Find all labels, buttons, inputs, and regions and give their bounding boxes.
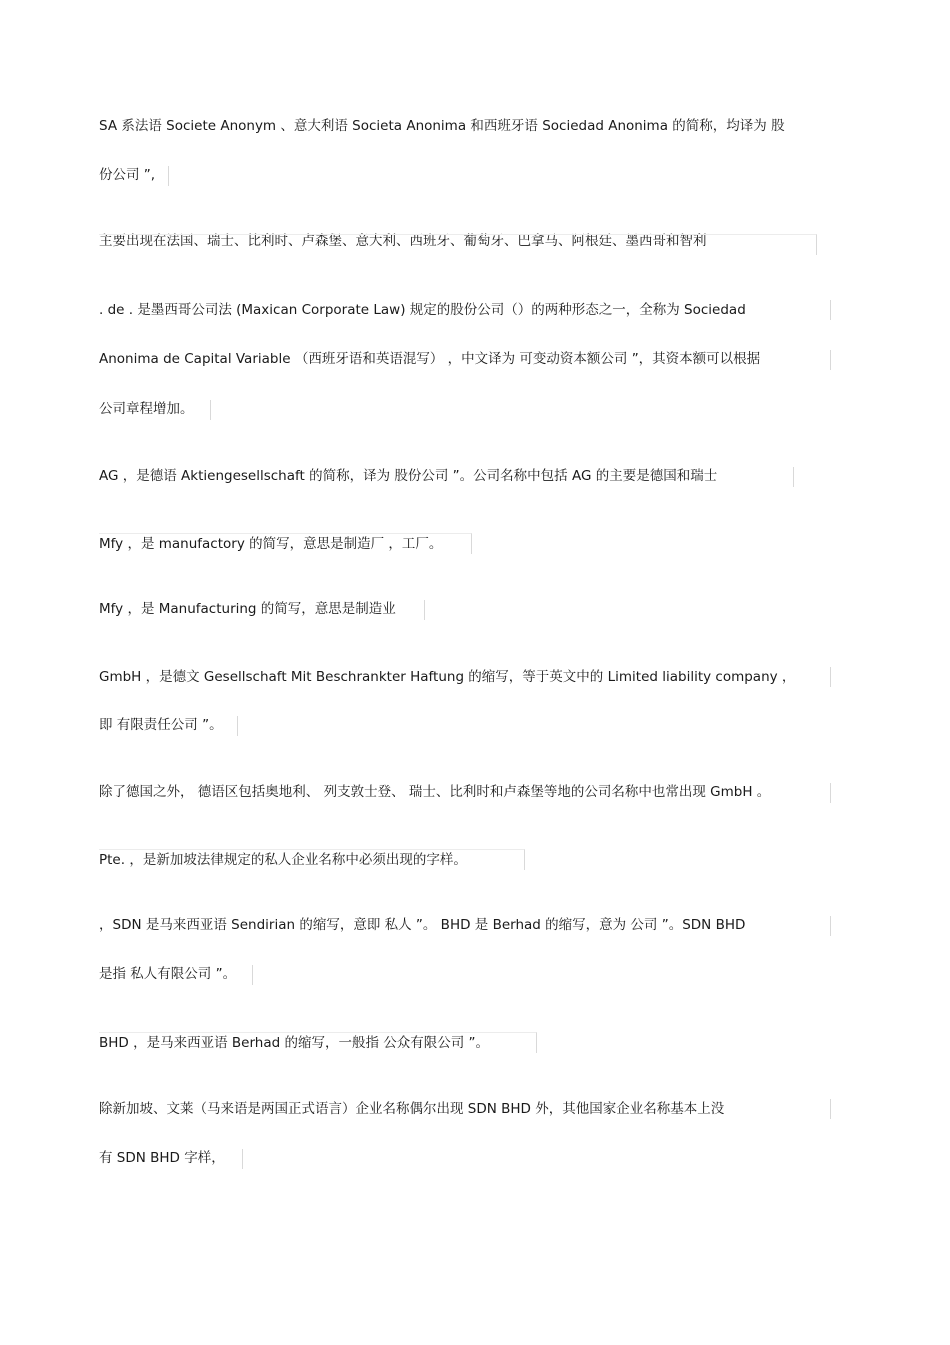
line-frame-8 [99,533,472,554]
text-line-4: . de . 是墨西哥公司法 (Maxican Corporate Law) 规定的股份公司（）的两种形态之一，全称为 Sociedad [99,302,746,318]
line-frame-10 [99,667,831,687]
text-line-5: Anonima de Capital Variable （西班牙语和英语混写） ，中文译为 可变动资本额公司 ”，其资本额可以根据 [99,351,761,367]
text-line-13: Pte. ，是新加坡法律规定的私人企业名称中必须出现的字样。 [99,852,467,868]
line-frame-5 [99,350,831,370]
line-frame-11 [99,716,238,736]
line-frame-3 [99,234,817,255]
line-frame-13 [99,849,525,870]
text-line-8: Mfy ，是 manufactory 的简写，意思是制造厂 ，工厂。 [99,536,443,552]
text-line-3: 主要出现在法国、瑞士、比利时、卢森堡、意大利、西班牙、葡萄牙、巴拿马、阿根廷、墨西哥和智利 [99,233,707,249]
line-frame-6 [99,400,211,420]
line-frame-18 [99,1149,243,1169]
line-frame-16 [99,1032,537,1053]
text-line-12: 除了德国之外， 德语区包括奥地利、 列支敦士登、 瑞士、比利时和卢森堡等地的公司名称中也常出现 GmbH 。 [99,784,771,800]
text-line-14: ，SDN 是马来西亚语 Sendirian 的缩写，意即 私人 ”。 BHD 是 Berhad 的缩写，意为 公司 ”。SDN BHD [99,917,746,933]
text-line-11: 即 有限责任公司 ”。 [99,717,223,733]
text-line-9: Mfy ，是 Manufacturing 的简写，意思是制造业 [99,601,396,617]
line-frame-17 [99,1099,831,1119]
line-frame-9 [99,600,425,620]
text-line-6: 公司章程增加。 [99,401,194,417]
line-frame-7 [99,467,794,487]
line-frame-14 [99,916,831,936]
text-line-18: 有 SDN BHD 字样， [99,1150,225,1166]
line-frame-12 [99,783,831,803]
text-line-16: BHD ，是马来西亚语 Berhad 的缩写，一般指 公众有限公司 ”。 [99,1035,490,1051]
line-frame-2 [99,166,169,186]
text-line-10: GmbH ，是德文 Gesellschaft Mit Beschrankter Haftung 的缩写，等于英文中的 Limited liability company ， [99,669,796,685]
text-line-17: 除新加坡、文莱（马来语是两国正式语言）企业名称偶尔出现 SDN BHD 外，其他国家企业名称基本上没 [99,1101,725,1117]
text-line-15: 是指 私人有限公司 ”。 [99,966,237,982]
text-line-2: 份公司 ”, [99,167,156,183]
text-line-7: AG ，是德语 Aktiengesellschaft 的简称，译为 股份公司 ”。公司名称中包括 AG 的主要是德国和瑞士 [99,468,718,484]
line-frame-4 [99,300,831,320]
text-line-1: SA 系法语 Societe Anonym 、意大利语 Societa Anonima 和西班牙语 Sociedad Anonima 的简称，均译为 股 [99,118,785,134]
line-frame-15 [99,965,253,985]
